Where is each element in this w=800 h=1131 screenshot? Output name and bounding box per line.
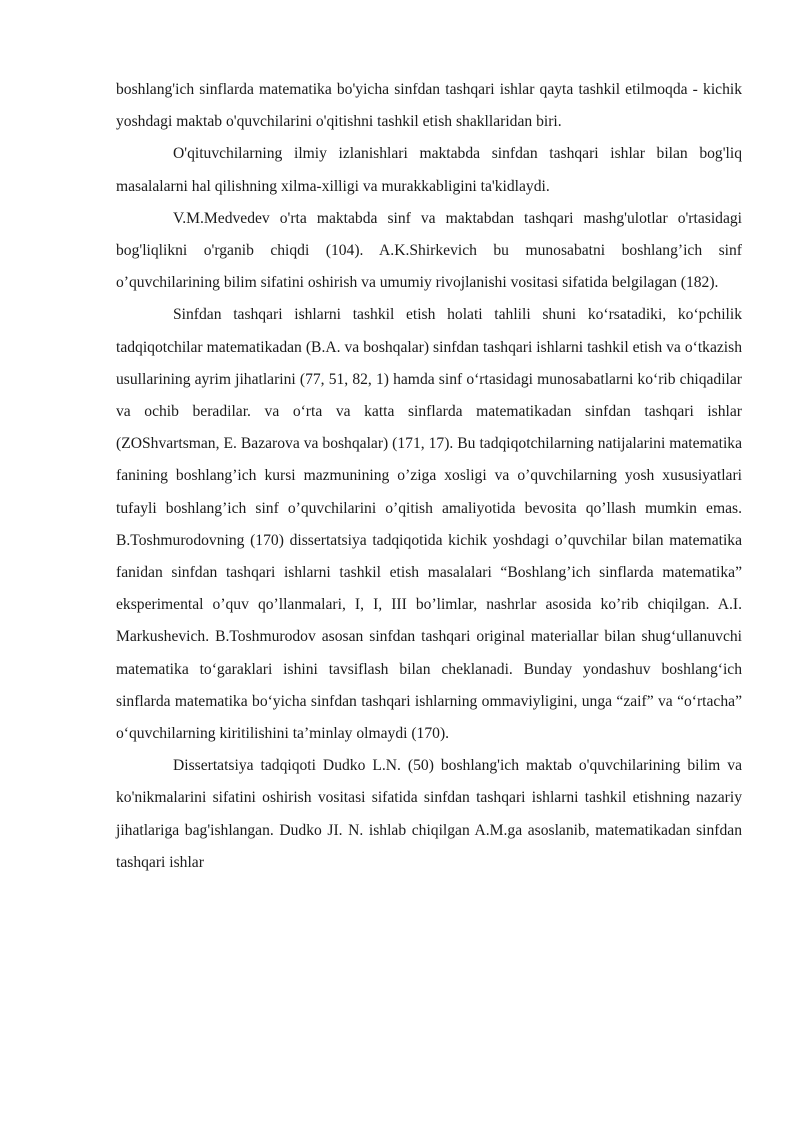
paragraph-teachers-research: O'qituvchilarning ilmiy izlanishlari maktabda sinfdan tashqari ishlar bilan bog'liq masalalarni hal qilishning xilma-xilligi va murakkabligini ta'kidlaydi. bbox=[116, 145, 742, 195]
paragraph-medvedev: V.M.Medvedev o'rta maktabda sinf va maktabdan tashqari mashg'ulotlar o'rtasidagi bog'liqlikni o'rganib chiqdi (104). A.K.Shirkevich bu munosabatni boshlang’ich sinf o’quvchilarining bilim sifatini oshirish va umumiy rivojlanishi vositasi sifatida belgilagan (182). bbox=[116, 209, 742, 292]
paragraph-continuation: boshlang'ich sinflarda matematika bo'yicha sinfdan tashqari ishlar qayta tashkil etilmoqda - kichik yoshdagi maktab o'quvchilarini o'qitishni tashkil etish shakllaridan biri. bbox=[116, 81, 742, 131]
paragraph-dudko: Dissertatsiya tadqiqoti Dudko L.N. (50) boshlang'ich maktab o'quvchilarining bilim va ko'nikmalarini sifatini oshirish vositasi sifatida sinfdan tashqari ishlarni tashkil etishning nazariy jihatlariga bag'ishlangan. Dudko JI. N. ishlab chiqilgan A.M.ga asoslanib, matematikadan sinfdan tashqari ishlar bbox=[116, 757, 742, 871]
body-text bbox=[116, 74, 742, 879]
paragraph-analysis: Sinfdan tashqari ishlarni tashkil etish holati tahlili shuni ko‘rsatadiki, ko‘pchilik tadqiqotchilar matematikadan (B.A. va boshqalar) sinfdan tashqari ishlarni tashkil etish va o‘tkazish usullarining ayrim jihatlarini (77, 51, 82, 1) hamda sinf o‘rtasidagi munosabatlarni ko‘rib chiqadilar va ochib beradilar. va o‘rta va katta sinflarda matematikadan sinfdan tashqari ishlar (ZOShvartsman, E. Bazarova va boshqalar) (171, 17). Bu tadqiqotchilarning natijalarini matematika fanining boshlang’ich kursi mazmunining o’ziga xosligi va o’quvchilarning yosh xususiyatlari tufayli boshlang’ich sinf o’quvchilarini o’qitish amaliyotida bevosita qo’llash mumkin emas. B.Toshmurodovning (170) dissertatsiya tadqiqotida kichik yoshdagi o’quvchilar bilan matematika fanidan sinfdan tashqari ishlarni tashkil etish masalalari “Boshlang’ich sinflarda matematika” eksperimental o’quv qo’llanmalari, I, I, III bo’limlar, nashrlar asosida ko’rib chiqilgan. A.I. Markushevich. B.Toshmurodov asosan sinfdan tashqari original materiallar bilan shug‘ullanuvchi matematika to‘garaklari ishini tavsiflash bilan cheklanadi. Bunday yondashuv boshlang‘ich sinflarda matematika bo‘yicha sinfdan tashqari ishlarning ommaviyligini, unga “zaif” va “o‘rtacha” o‘quvchilarning kiritilishini ta’minlay olmaydi (170). bbox=[116, 306, 742, 743]
